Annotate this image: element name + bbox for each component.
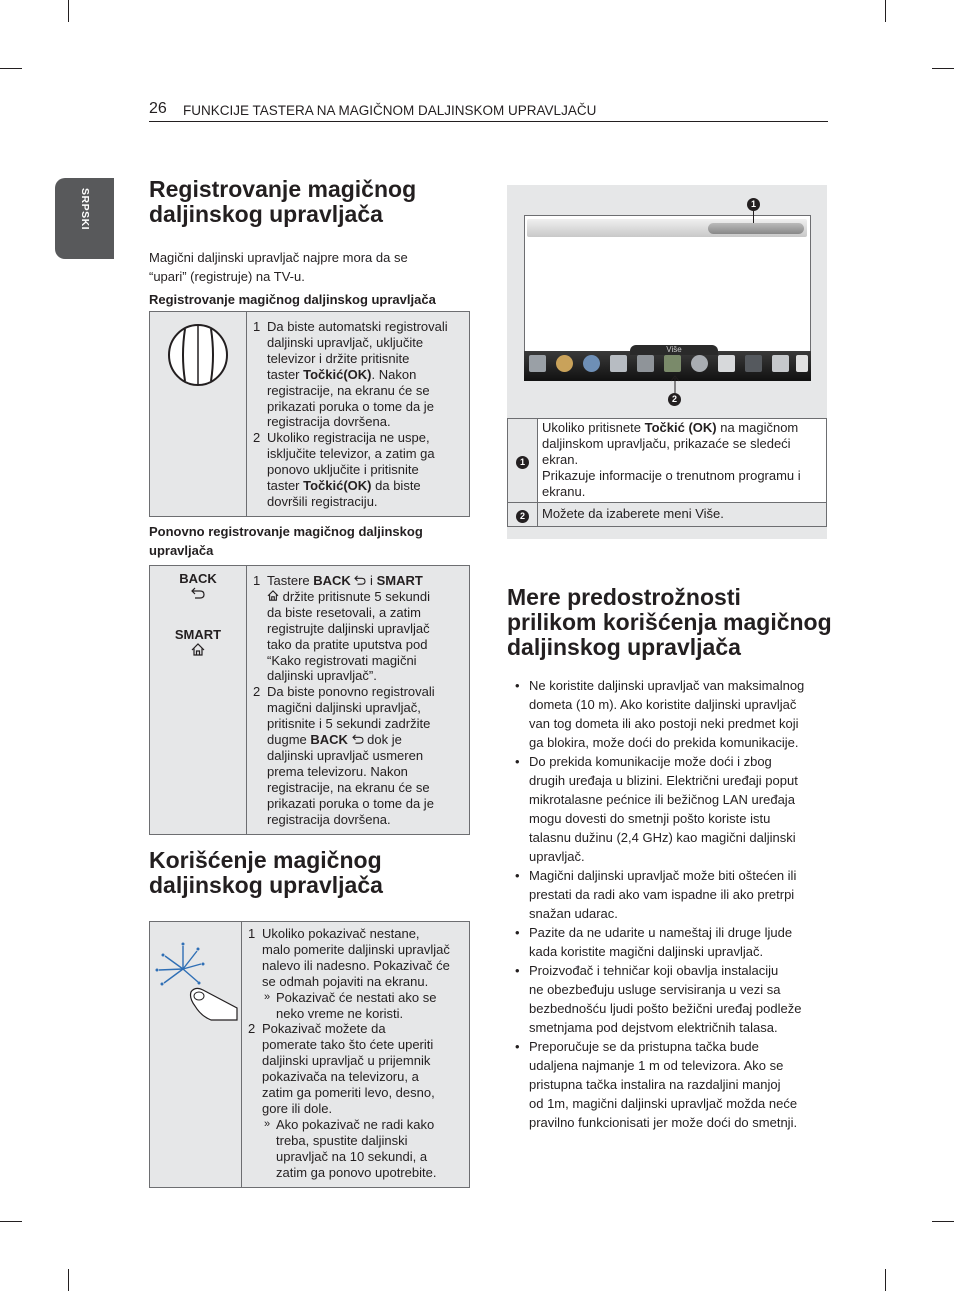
reregistration-table — [149, 565, 470, 835]
step-item: 1 Tastere BACK i SMART držite pritisnute 5 sekundi da biste resetovali, a zatim registrujte daljinski upravljač tako da pratite uputstva pod “Kako registrovati magični daljinski upravljač”. — [253, 573, 431, 684]
language-tab-label: SRPSKI — [79, 188, 91, 231]
callout-1: 1 — [747, 198, 760, 211]
page-number: 26 — [149, 100, 167, 117]
list-item: • Preporučuje se da pristupna tačka bude udaljena najmanje 1 m od televizora. Ako se pristupna tačka instalira na razdaljini manjoj od 1m, magični daljinski upravljač možda neće pravilno funkcionisati jer može doći do smetnji. — [513, 1037, 831, 1132]
app-icon — [637, 355, 654, 372]
app-icon — [718, 355, 735, 372]
legend-text: Možete da izaberete meni Više. — [538, 503, 827, 527]
remote-wheel-cell — [150, 312, 247, 517]
app-icon — [772, 355, 789, 372]
step-item: 2 Pokazivač možete da pomerate tako što ćete uperiti daljinski upravljač u prijemnik pokazivača na televizoru, a zatim ga pomeriti levo, desno, gore ili dole. » Ako pokazivač ne radi kako treba, spustite daljinski upravljač na 10 sekundi, a zatim ga ponovo upotrebite. — [248, 1021, 461, 1180]
crop-mark — [0, 68, 22, 69]
legend-number-cell: 2 — [508, 503, 538, 527]
intro-text: Magični daljinski upravljač najpre mora da se “upari” (registruje) na TV-u. — [149, 250, 408, 284]
legend-text: Ukoliko pritisnete Točkić (OK) na magičnom daljinskom upravljaču, prikazaće se sledeći ekran. Prikazuje informacije o trenutnom programu i ekranu. — [538, 419, 827, 503]
list-item: • Proizvođač i tehničar koji obavlja instalaciju ne obezbeđuju usluge servisiranja u vezi sa bezbednošću ljudi pošto bežični uređaj podleže smetnjama pod dejstvom električnih talasa. — [513, 961, 831, 1037]
program-info-pill — [708, 223, 804, 234]
reregistration-steps — [247, 566, 469, 834]
subheading-reregistration: Ponovno registrovanje magičnog daljinskog upravljača — [149, 524, 423, 558]
list-item: • Ne koristite daljinski upravljač van maksimalnog dometa (10 m). Ako koristite daljinski upravljač van tog dometa ili ako postoji neki predmet koji ga blokira, može doći do prekida komunikacije. — [513, 676, 831, 752]
step-note: » Pokazivač će nestati ako se neko vreme ne koristi. — [262, 990, 461, 1022]
crop-mark — [932, 1221, 954, 1222]
crop-mark — [68, 0, 69, 22]
crop-mark — [885, 1269, 886, 1291]
list-item: • Magični daljinski upravljač može biti oštećen ili prestati da radi ako vam ispadne ili ako pretrpi snažan udarac. — [513, 866, 831, 923]
registration-steps — [247, 312, 469, 516]
header-rule — [149, 121, 828, 122]
usage-steps-cell — [242, 922, 470, 1188]
precautions-list — [513, 676, 831, 1132]
list-item: • Pazite da ne udarite u nameštaj ili druge ljude kada koristite magični daljinski upravljač. — [513, 923, 831, 961]
app-icon — [529, 355, 546, 372]
back-button-label: BACK — [179, 571, 217, 586]
callout-2: 2 — [668, 393, 681, 406]
section-title-registration: Registrovanje magičnog daljinskog upravljača — [149, 176, 417, 227]
app-icon — [583, 355, 600, 372]
running-title: FUNKCIJE TASTERA NA MAGIČNOM DALJINSKOM UPRAVLJAČU — [183, 103, 597, 118]
reregistration-steps-cell — [247, 566, 470, 835]
crop-mark — [68, 1269, 69, 1291]
registration-table — [149, 311, 470, 517]
usage-steps — [242, 922, 469, 1187]
subheading-registration: Registrovanje magičnog daljinskog upravljača — [149, 292, 436, 307]
app-icon — [745, 355, 762, 372]
step-item: 1 Ukoliko pokazivač nestane, malo pomerite daljinski upravljač nalevo ili nadesno. Pokazivač će se odmah pojaviti na ekranu. » Pokazivač će nestati ako se neko vreme ne koristi. — [248, 926, 461, 1021]
list-item: • Do prekida komunikacije može doći i zbog drugih uređaja u blizini. Električni uređaji poput mikrotalasne pećnice ili bežičnog LAN uređaja mogu dovesti do smetnji pošto koriste istu talasnu dužinu (2,4 GHz) kao magični daljinski upravljač. — [513, 752, 831, 866]
app-icon — [664, 355, 681, 372]
smart-button-label: SMART — [174, 626, 222, 642]
crop-mark — [932, 68, 954, 69]
back-icon — [354, 575, 366, 585]
app-icon — [691, 355, 708, 372]
legend-row — [508, 419, 827, 503]
step-note: » Ako pokazivač ne radi kako treba, spustite daljinski upravljač na 10 sekundi, a zatim ga ponovo upotrebite. — [262, 1117, 461, 1181]
step-item: 2 Ukoliko registracija ne uspe, isključite televizor, a zatim ga ponovo uključite i pritisnite taster Točkić(OK) da biste dovršili registraciju. — [253, 430, 435, 509]
crop-mark — [0, 1221, 22, 1222]
step-item: 2 Da biste ponovno registrovali magični daljinski upravljač, pritisnite i 5 sekundi zadržite dugme BACK dok je daljinski upravljač usmeren prema televizoru. Nakon registracije, na ekranu će se prikazati poruka o tome da je registracija dovršena. — [253, 684, 435, 827]
home-icon — [267, 590, 279, 601]
app-icon — [796, 355, 808, 372]
home-icon — [191, 643, 205, 656]
callout-1-leader — [753, 211, 754, 223]
app-icon — [556, 355, 573, 372]
section-title-usage: Korišćenje magičnog daljinskog upravljača — [149, 847, 383, 898]
screenshot-legend — [507, 418, 827, 527]
callout-2-arrow — [668, 375, 682, 394]
usage-table — [149, 921, 470, 1188]
back-icon — [191, 587, 205, 599]
buttons-cell — [150, 566, 247, 835]
language-tab — [55, 178, 114, 259]
more-menu-tab: Više — [630, 345, 718, 355]
remote-wheel-icon — [163, 316, 233, 394]
section-title-precautions: Mere predostrožnosti prilikom korišćenja magičnog daljinskog upravljača — [507, 584, 832, 660]
legend-row — [508, 503, 827, 527]
legend-number-cell: 1 — [508, 419, 538, 503]
back-icon — [352, 734, 364, 744]
app-icon — [610, 355, 627, 372]
pointer-cell — [150, 922, 242, 1188]
crop-mark — [885, 0, 886, 22]
step-item: 1 Da biste automatski registrovali daljinski upravljač, uključite televizor i držite pritisnite taster Točkić(OK). Nakon registracije, na ekranu će se prikazati poruka o tome da je registracija dovršena. — [253, 319, 448, 430]
remote-pointer-icon — [151, 936, 241, 1026]
registration-steps-cell — [247, 312, 470, 517]
